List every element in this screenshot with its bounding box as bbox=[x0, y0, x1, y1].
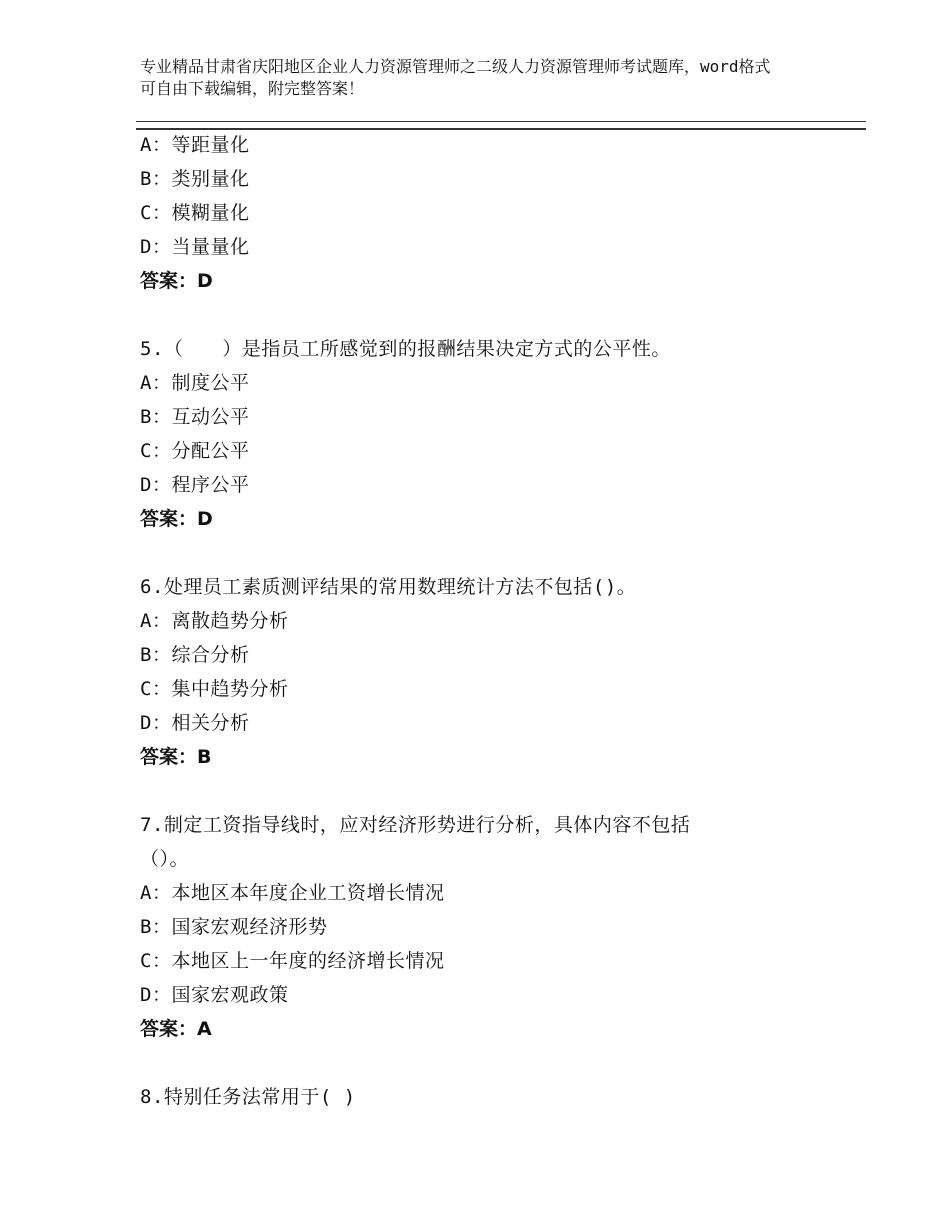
option-b: B：互动公平 bbox=[140, 406, 250, 428]
question-4 bbox=[140, 128, 820, 298]
answer: 答案：D bbox=[140, 270, 213, 292]
question-stem-line-2: （）。 bbox=[140, 848, 190, 870]
option-a: A：离散趋势分析 bbox=[140, 610, 289, 632]
spacer bbox=[140, 298, 820, 332]
answer: 答案：A bbox=[140, 1018, 212, 1040]
option-b: B：综合分析 bbox=[140, 644, 250, 666]
spacer bbox=[140, 1046, 820, 1080]
option-d: D：国家宏观政策 bbox=[140, 984, 289, 1006]
option-a: A：等距量化 bbox=[140, 134, 250, 156]
option-b: B：国家宏观经济形势 bbox=[140, 916, 328, 938]
question-stem-line-1: 7.制定工资指导线时，应对经济形势进行分析，具体内容不包括 bbox=[140, 814, 691, 836]
option-c: C：模糊量化 bbox=[140, 202, 250, 224]
page-header bbox=[140, 56, 780, 100]
option-c: C：集中趋势分析 bbox=[140, 678, 289, 700]
question-5 bbox=[140, 332, 820, 536]
option-d: D：相关分析 bbox=[140, 712, 250, 734]
option-b: B：类别量化 bbox=[140, 168, 250, 190]
question-8 bbox=[140, 1080, 820, 1114]
option-a: A：制度公平 bbox=[140, 372, 250, 394]
question-6 bbox=[140, 570, 820, 774]
option-c: C：分配公平 bbox=[140, 440, 250, 462]
question-7 bbox=[140, 808, 820, 1046]
option-d: D：程序公平 bbox=[140, 474, 250, 496]
question-stem: 8.特别任务法常用于( ) bbox=[140, 1086, 356, 1108]
spacer bbox=[140, 536, 820, 570]
spacer bbox=[140, 774, 820, 808]
option-a: A：本地区本年度企业工资增长情况 bbox=[140, 882, 445, 904]
option-c: C：本地区上一年度的经济增长情况 bbox=[140, 950, 445, 972]
option-d: D：当量量化 bbox=[140, 236, 250, 258]
question-list bbox=[140, 128, 820, 1114]
answer: 答案：B bbox=[140, 746, 212, 768]
answer: 答案：D bbox=[140, 508, 213, 530]
question-stem: 6.处理员工素质测评结果的常用数理统计方法不包括()。 bbox=[140, 576, 637, 598]
header-text: 专业精品甘肃省庆阳地区企业人力资源管理师之二级人力资源管理师考试题库，word格式可自由下载编辑，附完整答案！ bbox=[140, 57, 771, 98]
question-stem: 5.（ ）是指员工所感觉到的报酬结果决定方式的公平性。 bbox=[140, 338, 671, 360]
